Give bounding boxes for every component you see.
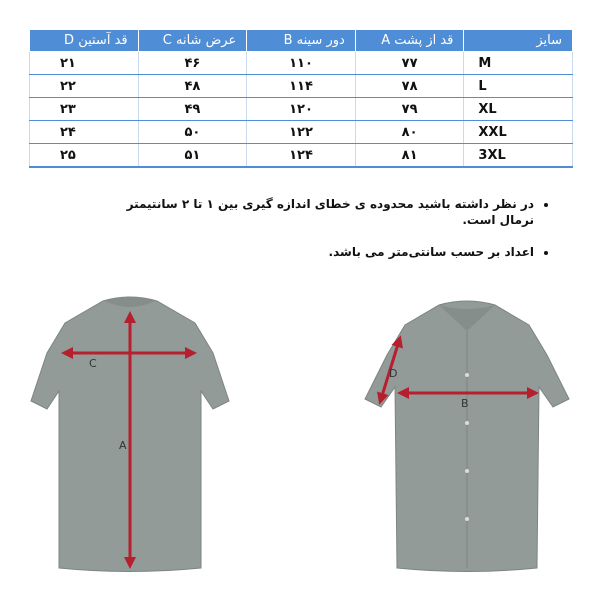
table-row: [30, 144, 573, 168]
cell-chest: ۱۱۰: [247, 52, 356, 75]
note-measurement-tolerance: • در نظر داشته باشید محدوده ی خطای اندازه گیری بین ۱ تا ۲ سانتیمتر نرمال است.: [104, 196, 534, 228]
cell-shoulder-width: ۵۰: [138, 121, 247, 144]
cell-back-length: ۷۹: [355, 98, 464, 121]
cell-back-length: ۸۰: [355, 121, 464, 144]
table-row: [30, 98, 573, 121]
cell-shoulder-width: ۴۹: [138, 98, 247, 121]
cell-shoulder-width: ۴۸: [138, 75, 247, 98]
table-row: [30, 121, 573, 144]
cell-chest: ۱۲۰: [247, 98, 356, 121]
shirt-front-svg: [357, 283, 587, 583]
header-size: سایز: [464, 30, 573, 52]
cell-back-length: ۷۷: [355, 52, 464, 75]
header-chest: دور سینه B: [247, 30, 356, 52]
shirt-back-diagram: [15, 283, 245, 583]
cell-back-length: ۸۱: [355, 144, 464, 168]
table-header-row: [30, 30, 573, 52]
cell-sleeve-length: ۲۳: [30, 98, 139, 121]
header-sleeve-length: قد آستین D: [30, 30, 139, 52]
table-row: [30, 75, 573, 98]
cell-sleeve-length: ۲۵: [30, 144, 139, 168]
cell-size: XXL: [464, 121, 573, 144]
header-shoulder-width: عرض شانه C: [138, 30, 247, 52]
cell-sleeve-length: ۲۲: [30, 75, 139, 98]
header-back-length: قد از پشت A: [355, 30, 464, 52]
measurement-notes: [104, 196, 550, 276]
cell-size: XL: [464, 98, 573, 121]
cell-chest: ۱۱۴: [247, 75, 356, 98]
cell-size: M: [464, 52, 573, 75]
label-a: A: [119, 439, 127, 452]
cell-shoulder-width: ۴۶: [138, 52, 247, 75]
cell-sleeve-length: ۲۱: [30, 52, 139, 75]
cell-chest: ۱۲۲: [247, 121, 356, 144]
shirt-front-diagram: [357, 283, 587, 583]
note-units: • اعداد بر حسب سانتی‌متر می باشد.: [104, 244, 534, 260]
table-row: [30, 52, 573, 75]
size-chart-table: [29, 29, 573, 168]
cell-sleeve-length: ۲۴: [30, 121, 139, 144]
cell-shoulder-width: ۵۱: [138, 144, 247, 168]
label-d: D: [389, 367, 398, 380]
cell-size: 3XL: [464, 144, 573, 168]
cell-size: L: [464, 75, 573, 98]
cell-back-length: ۷۸: [355, 75, 464, 98]
shirt-back-svg: [15, 283, 245, 583]
label-b: B: [461, 397, 469, 410]
label-c: C: [89, 357, 97, 370]
cell-chest: ۱۲۴: [247, 144, 356, 168]
